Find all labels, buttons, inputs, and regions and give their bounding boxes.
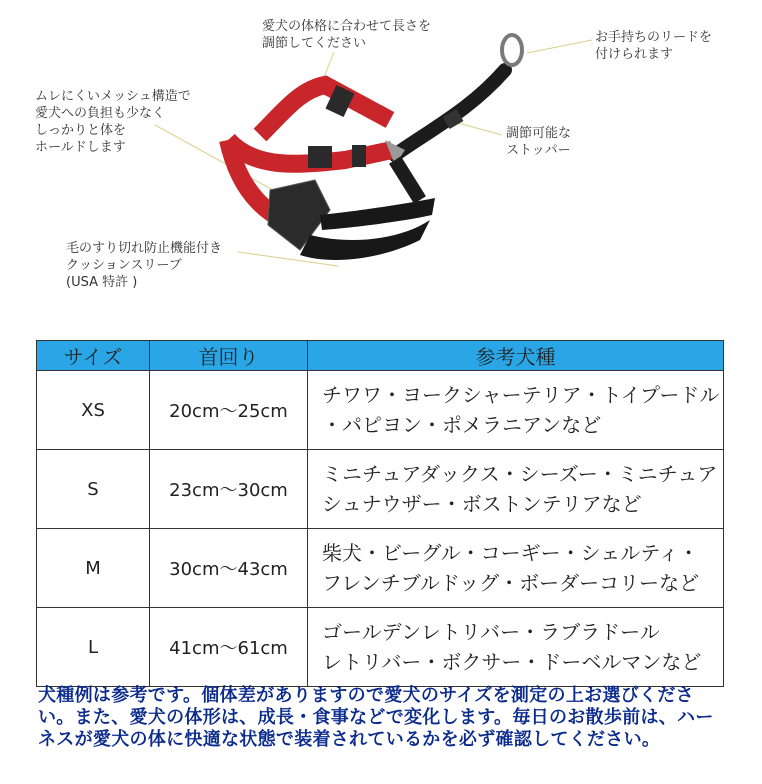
size-table-header-row (37, 341, 724, 371)
callout-lead-attach: お手持ちのリードを 付けられます (595, 30, 713, 62)
buckle-middle-2 (352, 145, 366, 167)
callout-mesh-structure: ムレにくいメッシュ構造で 愛犬への負担も少なく しっかりと体を ホールドします (35, 89, 191, 155)
black-strap-front (395, 160, 420, 200)
cushion-sleeve-upper (320, 198, 435, 230)
size-cell: M (37, 529, 150, 608)
lead-ring (502, 35, 522, 65)
table-row (37, 608, 724, 687)
callout-length-adjust: 愛犬の体格に合わせて長さを 調節してください (262, 19, 432, 51)
breeds-cell (308, 450, 724, 529)
cushion-sleeve-lower (300, 220, 430, 260)
product-illustration-area (0, 0, 762, 330)
breeds-cell (308, 371, 724, 450)
neck-cell: 23cm〜30cm (150, 450, 308, 529)
header-breeds: 参考犬種 (308, 341, 724, 371)
leader-line-lead (527, 40, 592, 53)
lead-strap (395, 70, 505, 155)
callout-stopper: 調節可能な ストッパー (506, 126, 572, 158)
breed-line: 柴犬・ビーグル・コーギー・シェルティ・ (322, 541, 699, 565)
breed-line: フレンチブルドッグ・ボーダーコリーなど (322, 571, 700, 595)
size-cell: L (37, 608, 150, 687)
size-cell: S (37, 450, 150, 529)
breed-line: ゴールデンレトリバー・ラブラドール (322, 620, 660, 644)
breed-line: チワワ・ヨークシャーテリア・トイプードル (322, 383, 720, 407)
breed-line: レトリバー・ボクサー・ドーベルマンなど (322, 650, 702, 674)
breeds-cell (308, 529, 724, 608)
breeds-cell (308, 608, 724, 687)
size-table (36, 340, 724, 687)
size-cell: XS (37, 371, 150, 450)
breed-line: シュナウザー・ボストンテリアなど (322, 492, 642, 516)
table-row (37, 450, 724, 529)
buckle-middle (308, 146, 332, 168)
table-row (37, 371, 724, 450)
red-strap-top (260, 85, 390, 135)
neck-cell: 30cm〜43cm (150, 529, 308, 608)
header-neck: 首回り (150, 341, 308, 371)
header-size: サイズ (37, 341, 150, 371)
breed-line: ・パピヨン・ポメラニアンなど (322, 413, 602, 437)
table-row (37, 529, 724, 608)
neck-cell: 20cm〜25cm (150, 371, 308, 450)
size-note: 犬種例は参考です。個体差がありますので愛犬のサイズを測定の上お選びください。また、愛犬の体形は、成長・食事などで変化します。毎日のお散歩前は、ハーネスが愛犬の体に快適な状態で装着されているかを必ず確認してください。 (38, 685, 714, 750)
neck-cell: 41cm〜61cm (150, 608, 308, 687)
leader-line-stopper (458, 123, 502, 135)
callout-cushion-sleeve: 毛のすり切れ防止機能付き クッションスリーブ (USA 特許 ) (66, 241, 223, 290)
breed-line: ミニチュアダックス・シーズー・ミニチュア (322, 462, 718, 486)
